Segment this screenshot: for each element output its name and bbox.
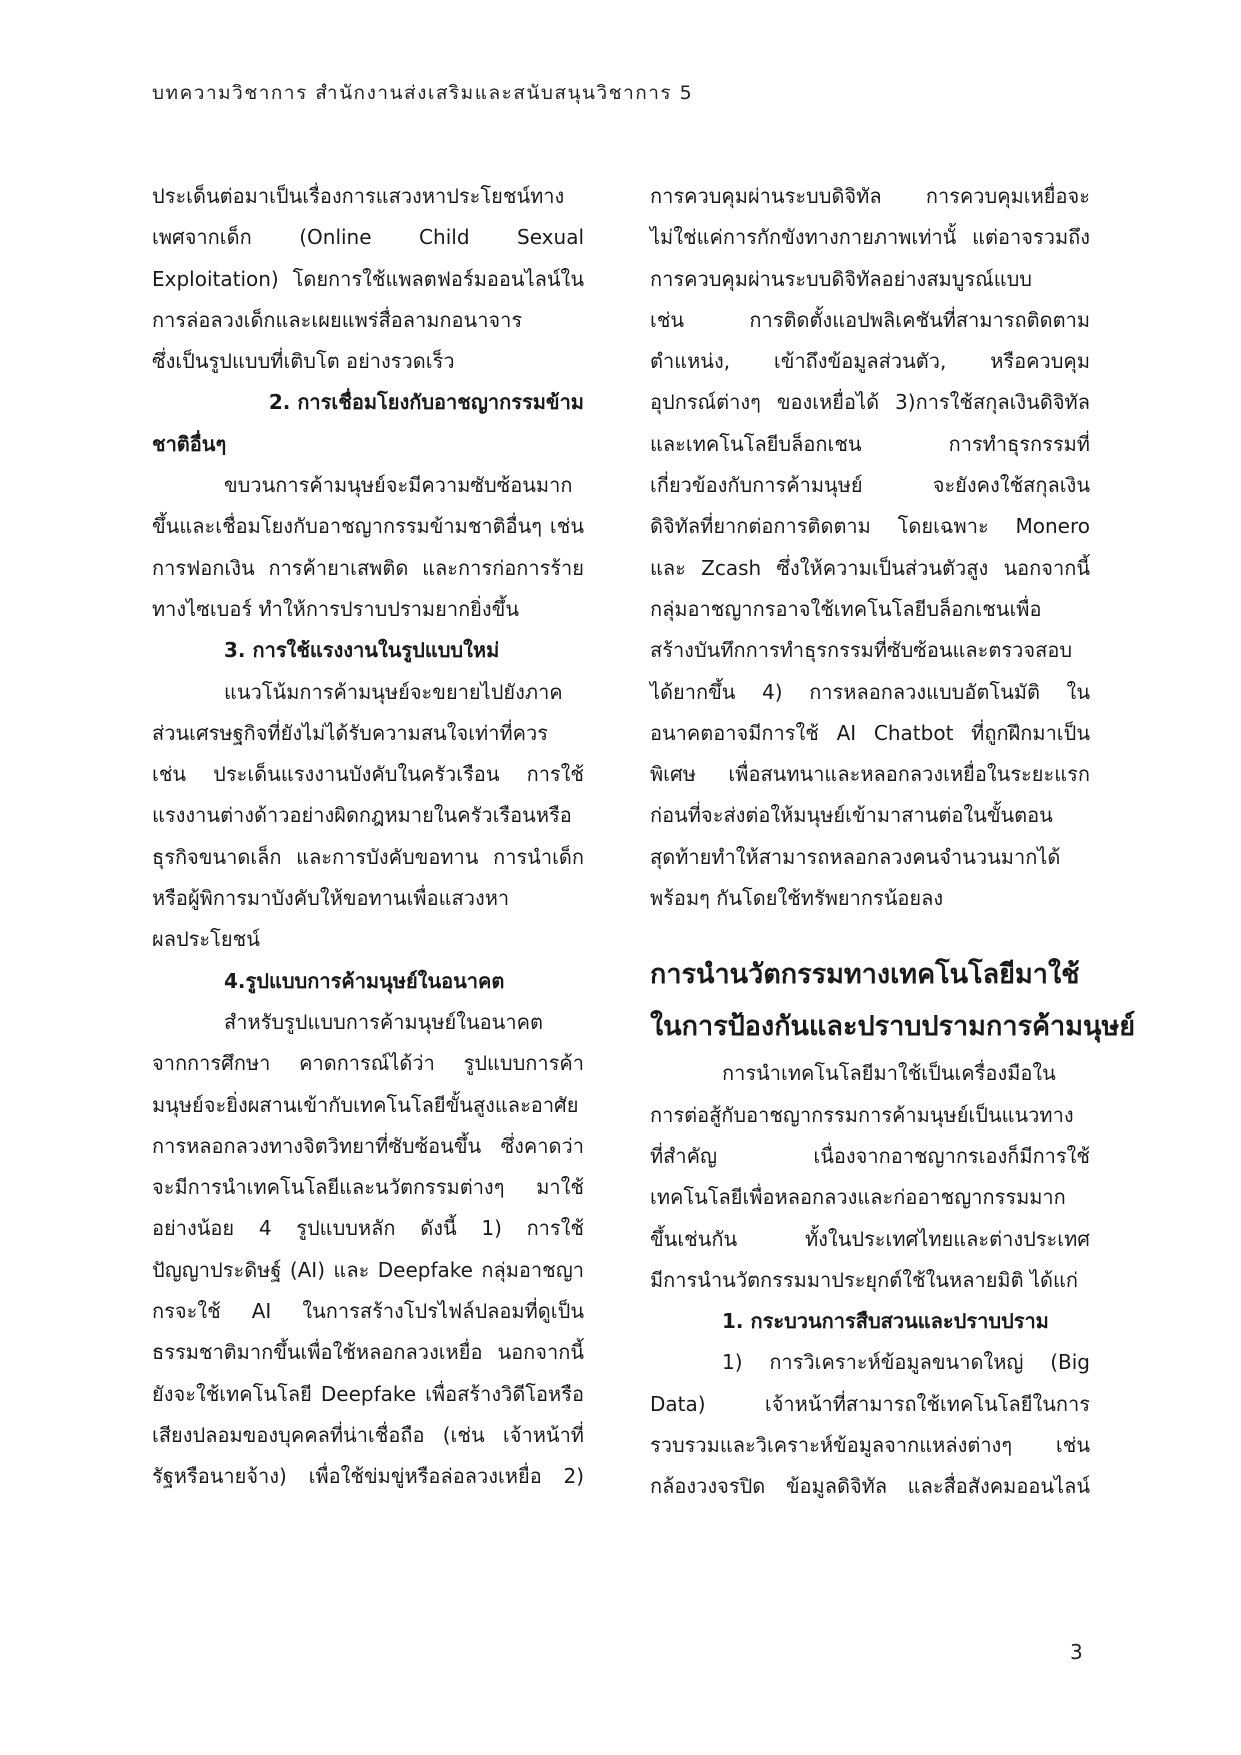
right-column <box>650 176 1136 1508</box>
text-line: การควบคุมผ่านระบบดิจิทัล การควบคุมเหยื่อจะ <box>650 184 1090 208</box>
text-line: อุปกรณ์ต่างๆ ของเหยื่อได้ 3)การใช้สกุลเงินดิจิทัล <box>650 390 1090 415</box>
text-line: รวบรวมและวิเคราะห์ข้อมูลจากแหล่งต่างๆ เช่น <box>650 1433 1090 1458</box>
text-line: เกี่ยวข้องกับการค้ามนุษย์ จะยังคงใช้สกุลเงิน <box>650 473 1090 498</box>
text-line: ยังจะใช้เทคโนโลยี Deepfake เพื่อสร้างวิดีโอหรือ <box>152 1381 584 1406</box>
text-line: ประเด็นต่อมาเป็นเรื่องการแสวงหาประโยชน์ทาง <box>152 184 565 208</box>
subheading-2-line2: ชาติอื่นๆ <box>152 431 227 456</box>
text-line: สร้างบันทึกการทำธุรกรรมที่ซับซ้อนและตรวจสอบ <box>650 638 1073 663</box>
text-line: อนาคตอาจมีการใช้ AI Chatbot ที่ถูกฝึกมาเป็น <box>650 720 1090 745</box>
text-line: การต่อสู้กับอาชญากรรมการค้ามนุษย์เป็นแนวทาง <box>650 1102 1074 1127</box>
text-line: การฟอกเงิน การค้ายาเสพติด และการก่อการร้าย <box>152 555 584 580</box>
text-line: พร้อมๆ กันโดยใช้ทรัพยากรน้อยลง <box>650 886 944 911</box>
text-line: มนุษย์จะยิ่งผสานเข้ากับเทคโนโลยีขั้นสูงและอาศัย <box>152 1092 579 1117</box>
text-line: ได้ยากขึ้น 4) การหลอกลวงแบบอัตโนมัติ ใน <box>650 679 1090 704</box>
text-line: กลุ่มอาชญากรอาจใช้เทคโนโลยีบล็อกเชนเพื่อ <box>650 596 1042 621</box>
text-line: ตำแหน่ง, เข้าถึงข้อมูลส่วนตัว, หรือควบคุม <box>650 349 1090 374</box>
subheading-3: 3. การใช้แรงงานในรูปแบบใหม่ <box>224 638 500 663</box>
text-line: พิเศษ เพื่อสนทนาและหลอกลวงเหยื่อในระยะแรก <box>650 762 1090 787</box>
text-line: Exploitation) โดยการใช้แพลตฟอร์มออนไลน์ใน <box>152 266 584 291</box>
text-line: ส่วนเศรษฐกิจที่ยังไม่ได้รับความสนใจเท่าที่ควร <box>152 720 548 745</box>
subheading-2-line1: 2. การเชื่อมโยงกับอาชญากรรมข้าม <box>268 390 584 415</box>
text-line: ขึ้นเช่นกัน ทั้งในประเทศไทยและต่างประเทศ <box>650 1226 1090 1251</box>
text-line: อย่างน้อย 4 รูปแบบหลัก ดังนี้ 1) การใช้ <box>152 1216 584 1241</box>
text-line: รัฐหรือนายจ้าง) เพื่อใช้ข่มขู่หรือล่อลวงเหยื่อ 2) <box>152 1464 584 1489</box>
text-line: สำหรับรูปแบบการค้ามนุษย์ในอนาคต <box>224 1009 543 1034</box>
text-line: เพศจากเด็ก (Online Child Sexual <box>152 225 584 250</box>
running-header: บทความวิชาการ สำนักงานส่งเสริมและสนับสนุนวิชาการ 5 <box>152 82 694 104</box>
text-line: ธรรมชาติมากขึ้นเพื่อใช้หลอกลวงเหยื่อ นอกจากนี้ <box>152 1340 584 1365</box>
left-column <box>152 176 584 1498</box>
text-line: เทคโนโลยีเพื่อหลอกลวงและก่ออาชญากรรมมาก <box>650 1185 1066 1210</box>
text-line: กรจะใช้ AI ในการสร้างโปรไฟล์ปลอมที่ดูเป็น <box>152 1299 584 1324</box>
text-line: การนำเทคโนโลยีมาใช้เป็นเครื่องมือใน <box>722 1061 1056 1086</box>
text-line: กล้องวงจรปิด ข้อมูลดิจิทัล และสื่อสังคมออนไลน์ <box>650 1474 1090 1499</box>
text-line: และเทคโนโลยีบล็อกเชน การทำธุรกรรมที่ <box>650 431 1090 456</box>
text-line: การควบคุมผ่านระบบดิจิทัลอย่างสมบูรณ์แบบ <box>650 266 1032 291</box>
text-line: แรงงานต่างด้าวอย่างผิดกฎหมายในครัวเรือนหรือ <box>152 803 572 828</box>
text-line: การล่อลวงเด็กและเผยแพร่สื่อลามกอนาจาร <box>152 307 523 332</box>
text-line: ธุรกิจขนาดเล็ก และการบังคับขอทาน การนำเด็ก <box>152 844 584 869</box>
text-line: เช่น ประเด็นแรงงานบังคับในครัวเรือน การใช้ <box>152 762 584 787</box>
page-number: 3 <box>1070 1640 1083 1664</box>
section-spacer <box>650 919 1090 949</box>
text-line: ไม่ใช่แค่การกักขังทางกายภาพเท่านั้ แต่อาจรวมถึง <box>650 225 1090 250</box>
section-title-line1: การนำนวัตกรรมทางเทคโนโลยีมาใช้ <box>650 959 1080 991</box>
text-line: ผลประโยชน์ <box>152 927 260 952</box>
text-line: การหลอกลวงทางจิตวิทยาที่ซับซ้อนขึ้น ซึ่งคาดว่า <box>152 1133 584 1158</box>
text-line: ที่สำคัญ เนื่องจากอาชญากรเองก็มีการใช้ <box>650 1143 1090 1168</box>
text-line: ปัญญาประดิษฐ์ (AI) และ Deepfake กลุ่มอาชญา <box>152 1257 584 1282</box>
text-line: แนวโน้มการค้ามนุษย์จะขยายไปยังภาค <box>224 679 563 704</box>
text-line: Data) เจ้าหน้าที่สามารถใช้เทคโนโลยีในการ <box>650 1391 1090 1416</box>
text-line: เสียงปลอมของบุคคลที่น่าเชื่อถือ (เช่น เจ้าหน้าที่ <box>152 1422 584 1447</box>
text-line: หรือผู้พิการมาบังคับให้ขอทานเพื่อแสวงหา <box>152 886 510 911</box>
text-line: ดิจิทัลที่ยากต่อการติดตาม โดยเฉพาะ Monero <box>650 514 1090 539</box>
subheading-4: 4.รูปแบบการค้ามนุษย์ในอนาคต <box>224 968 505 993</box>
section-title-line2: ในการป้องกันและปราบปรามการค้ามนุษย์ <box>650 1011 1136 1043</box>
text-line: ขึ้นและเชื่อมโยงกับอาชญากรรมข้ามชาติอื่นๆ เช่น <box>152 514 584 539</box>
text-line: ก่อนที่จะส่งต่อให้มนุษย์เข้ามาสานต่อในขั้นตอน <box>650 803 1053 828</box>
text-line: ทางไซเบอร์ ทำให้การปราบปรามยากยิ่งขึ้น <box>152 596 520 621</box>
text-line: 1) การวิเคราะห์ข้อมูลขนาดใหญ่ (Big <box>722 1350 1090 1375</box>
text-line: มีการนำนวัตกรรมมาประยุกต์ใช้ในหลายมิติ ได้แก่ <box>650 1267 1078 1292</box>
text-line: ซึ่งเป็นรูปแบบที่เติบโต อย่างรวดเร็ว <box>152 349 455 374</box>
text-line: จากการศึกษา คาดการณ์ได้ว่า รูปแบบการค้า <box>152 1051 584 1076</box>
text-line: สุดท้ายทำให้สามารถหลอกลวงคนจำนวนมากได้ <box>650 844 1061 869</box>
text-line: เช่น การติดตั้งแอปพลิเคชันที่สามารถติดตาม <box>650 307 1090 332</box>
text-line: และ Zcash ซึ่งให้ความเป็นส่วนตัวสูง นอกจากนี้ <box>650 555 1090 580</box>
text-line: จะมีการนำเทคโนโลยีและนวัตกรรมต่างๆ มาใช้ <box>152 1175 584 1200</box>
subheading-investigation: 1. กระบวนการสืบสวนและปราบปราม <box>722 1309 1049 1334</box>
text-line: ขบวนการค้ามนุษย์จะมีความซับซ้อนมาก <box>224 473 573 498</box>
